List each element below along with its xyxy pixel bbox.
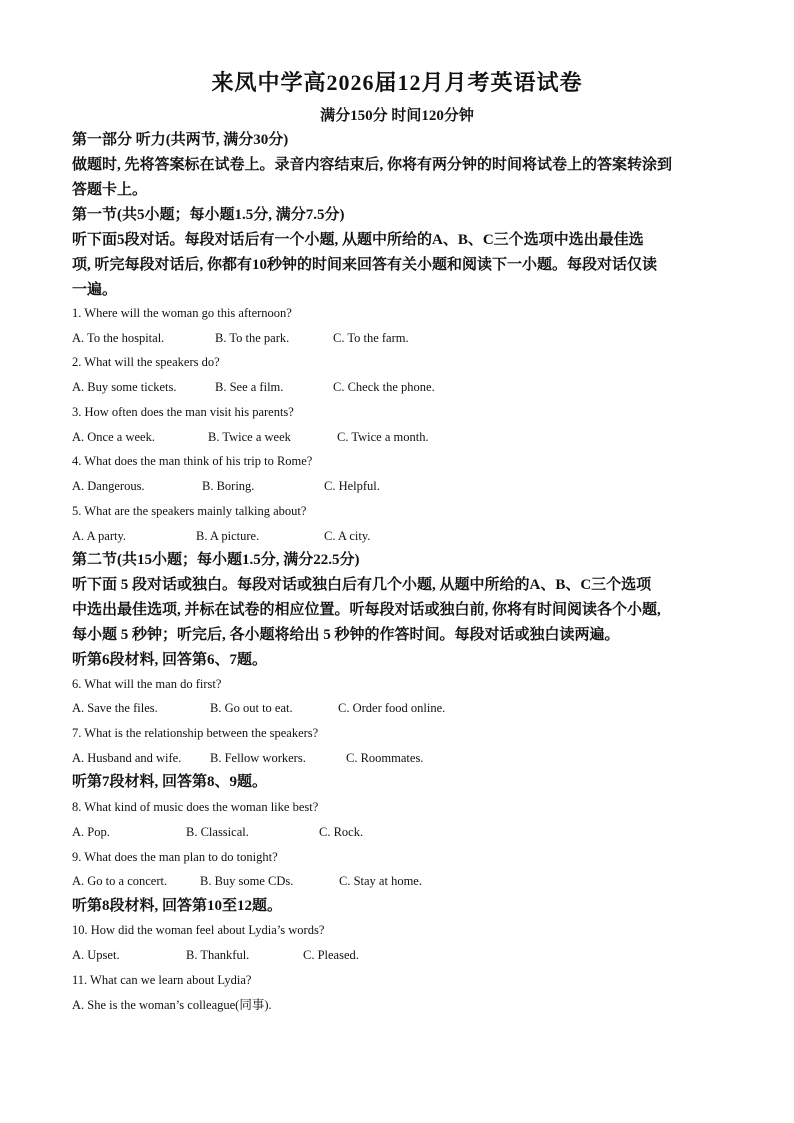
option-b: B. Buy some CDs.: [200, 874, 294, 888]
part1-instruction-line: 答题卡上。: [72, 182, 148, 198]
option-c: C. Rock.: [319, 825, 364, 839]
option-c: C. A city.: [324, 529, 371, 543]
option-c: C. Helpful.: [324, 479, 380, 493]
option-c: C. Pleased.: [303, 948, 359, 962]
material-heading: 听第6段材料, 回答第6、7题。: [72, 652, 268, 668]
section2-instruction-line: 中选出最佳选项, 并标在试卷的相应位置。听每段对话或独白前, 你将有时间阅读各个小题,: [72, 602, 661, 618]
option-b: B. Thankful.: [186, 948, 250, 962]
section1-instruction-line: 一遍。: [72, 282, 118, 298]
option-c: C. To the farm.: [333, 331, 409, 345]
option-a: A. Go to a concert.: [72, 874, 168, 888]
option-b: B. Twice a week: [208, 430, 291, 444]
option-b: B. Go out to eat.: [210, 701, 293, 715]
question-text: 9. What does the man plan to do tonight?: [72, 850, 278, 864]
question-text: 5. What are the speakers mainly talking about?: [72, 504, 307, 518]
part1-instruction-line: 做题时, 先将答案标在试卷上。录音内容结束后, 你将有两分钟的时间将试卷上的答案转涂到: [72, 157, 673, 173]
option-c: C. Twice a month.: [337, 430, 429, 444]
part1-heading: 第一部分 听力(共两节, 满分30分): [72, 132, 289, 148]
option-b: B. Boring.: [202, 479, 255, 493]
question-text: 4. What does the man think of his trip to Rome?: [72, 454, 313, 468]
question-text: 6. What will the man do first?: [72, 677, 222, 691]
option-b: B. Classical.: [186, 825, 249, 839]
section1-heading: 第一节(共5小题；每小题1.5分, 满分7.5分): [72, 207, 345, 223]
material-heading: 听第7段材料, 回答第8、9题。: [72, 774, 268, 790]
option-c: C. Stay at home.: [339, 874, 422, 888]
option-a: A. Buy some tickets.: [72, 380, 177, 394]
question-text: 1. Where will the woman go this afternoon?: [72, 306, 292, 320]
option-a: A. Save the files.: [72, 701, 158, 715]
option-a: A. To the hospital.: [72, 331, 165, 345]
option-a: A. Pop.: [72, 825, 110, 839]
exam-subtitle: 满分150分 时间120分钟: [320, 108, 474, 124]
section2-heading: 第二节(共15小题；每小题1.5分, 满分22.5分): [72, 552, 360, 568]
option-b: B. Fellow workers.: [210, 751, 306, 765]
option-a: A. Once a week.: [72, 430, 155, 444]
question-text: 11. What can we learn about Lydia?: [72, 973, 252, 987]
exam-title: 来凤中学高2026届12月月考英语试卷: [211, 70, 583, 95]
option-a: A. She is the woman’s colleague(同事).: [72, 998, 272, 1012]
option-b: B. See a film.: [215, 380, 284, 394]
material-heading: 听第8段材料, 回答第10至12题。: [72, 898, 283, 914]
question-text: 8. What kind of music does the woman like best?: [72, 800, 319, 814]
option-b: B. To the park.: [215, 331, 290, 345]
option-a: A. Husband and wife.: [72, 751, 182, 765]
option-a: A. Dangerous.: [72, 479, 145, 493]
section2-instruction-line: 听下面 5 段对话或独白。每段对话或独白后有几个小题, 从题中所给的A、B、C三个选项: [72, 577, 652, 593]
question-text: 3. How often does the man visit his parents?: [72, 405, 294, 419]
option-c: C. Order food online.: [338, 701, 446, 715]
section1-instruction-line: 项, 听完每段对话后, 你都有10秒钟的时间来回答有关小题和阅读下一小题。每段对话仅读: [72, 257, 658, 273]
option-b: B. A picture.: [196, 529, 260, 543]
question-text: 2. What will the speakers do?: [72, 355, 220, 369]
question-text: 10. How did the woman feel about Lydia’s words?: [72, 923, 325, 937]
option-a: A. A party.: [72, 529, 127, 543]
option-a: A. Upset.: [72, 948, 120, 962]
section1-instruction-line: 听下面5段对话。每段对话后有一个小题, 从题中所给的A、B、C三个选项中选出最佳选: [72, 232, 644, 248]
option-c: C. Check the phone.: [333, 380, 435, 394]
option-c: C. Roommates.: [346, 751, 424, 765]
question-text: 7. What is the relationship between the speakers?: [72, 726, 319, 740]
section2-instruction-line: 每小题 5 秒钟；听完后, 各小题将给出 5 秒钟的作答时间。每段对话或独白读两遍。: [72, 627, 620, 643]
